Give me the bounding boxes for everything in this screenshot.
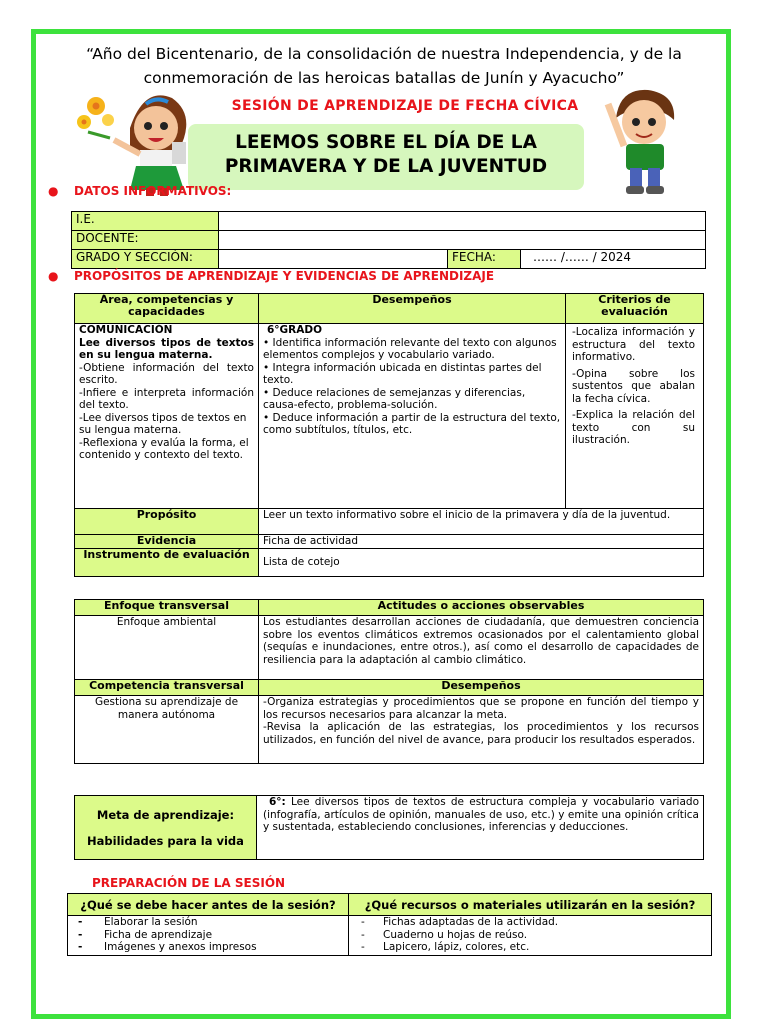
criterio: -Explica la relación del texto con su ilustración. — [572, 409, 695, 446]
col-desempenos-transversal: Desempeños — [259, 680, 704, 696]
meta-label: Meta de aprendizaje: — [96, 807, 235, 822]
recurso-item: - Lapicero, lápiz, colores, etc. — [361, 941, 530, 953]
main-title: LEEMOS SOBRE EL DÍA DE LA PRIMAVERA Y DE LA JUVENTUD — [188, 124, 584, 190]
antes-cell — [68, 916, 349, 956]
flower-bouquet-icon — [77, 97, 114, 138]
col-criterios: Criterios de evaluación — [566, 294, 704, 324]
bullet-icon: ● — [48, 269, 59, 283]
criterio: -Opina sobre los sustentos que abalan la fecha cívica. — [572, 367, 695, 405]
col-enfoque: Enfoque transversal — [75, 600, 259, 616]
ie-value[interactable] — [219, 212, 706, 231]
antes-item: - Imágenes y anexos impresos — [78, 941, 257, 953]
instrumento-value: Lista de cotejo — [259, 549, 704, 577]
preparacion-table — [67, 893, 712, 956]
antes-item: - Ficha de aprendizaje — [78, 928, 213, 941]
grado-label: GRADO Y SECCIÓN: — [72, 250, 219, 269]
enfoque-text: Los estudiantes desarrollan acciones de ciudadanía, que demuestren conciencia sobre los eventos climáticos extremos ocasionados por el calentamiento global (sequías e inundaciones, entre otros.), así como el desarrollo de capacidades de resiliencia para la adaptación al cambio climático. — [259, 616, 704, 680]
docente-label: DOCENTE: — [72, 231, 219, 250]
recursos-cell — [349, 916, 712, 956]
session-title: SESIÓN DE APRENDIZAJE DE FECHA CÍVICA — [231, 98, 579, 114]
col-recursos: ¿Qué recursos o materiales utilizarán en la sesión? — [349, 894, 712, 916]
col-area: Área, competencias y capacidades — [75, 294, 259, 324]
area-title: COMUNICACIÓN — [79, 324, 173, 336]
evidencia-label: Evidencia — [75, 535, 259, 549]
enfoque-name: Enfoque ambiental — [75, 616, 259, 680]
recurso-item: - Cuaderno u hojas de reúso. — [361, 928, 528, 941]
desempeno: • Deduce información a partir de la estructura del texto, como subtítulos, títulos, etc. — [263, 411, 561, 436]
propositos-table — [74, 293, 704, 577]
evidencia-value: Ficha de actividad — [259, 535, 704, 549]
propositos-heading: PROPÓSITOS DE APRENDIZAJE Y EVIDENCIAS DE APRENDIZAJE — [74, 269, 495, 283]
col-desempenos: Desempeños — [259, 294, 566, 324]
competencia-desempeno: -Organiza estrategias y procedimientos que se propone en función del tiempo y los recursos necesarios para alcanzar la meta. — [263, 696, 699, 721]
grado-value[interactable] — [219, 250, 448, 269]
competencia-text — [259, 696, 704, 764]
instrumento-label: Instrumento de evaluación — [75, 549, 259, 577]
antes-item: - Elaborar la sesión — [78, 916, 198, 928]
meta-labels — [75, 796, 257, 860]
area-cell — [75, 324, 259, 509]
recurso-item: - Fichas adaptadas de la actividad. — [361, 916, 559, 928]
fecha-label: FECHA: — [448, 250, 521, 269]
datos-table — [71, 211, 706, 269]
col-antes: ¿Qué se debe hacer antes de la sesión? — [68, 894, 349, 916]
competencia-name: Gestiona su aprendizaje de manera autónoma — [75, 696, 259, 764]
habilidades-label: Habilidades para la vida — [87, 833, 244, 848]
capacidad: -Infiere e interpreta información del texto. — [79, 386, 254, 411]
criterios-cell — [566, 324, 704, 509]
capacidad: -Lee diversos tipos de textos en su lengua materna. — [79, 411, 247, 436]
competencia-desempeno: -Revisa la aplicación de las estrategias, los procedimientos y los recursos utilizados, en función del nivel de avance, para producir los resultados esperados. — [263, 721, 699, 746]
motto: “Año del Bicentenario, de la consolidación de nuestra Independencia, y de la conmemoración de las heroicas batallas de Junín y Ayacucho” — [86, 45, 682, 87]
enfoque-table — [74, 599, 704, 764]
ie-label: I.E. — [72, 212, 219, 231]
meta-table — [74, 795, 704, 860]
proposito-label: Propósito — [75, 509, 259, 535]
capacidad: -Obtiene información del texto escrito. — [79, 361, 254, 386]
capacidad: -Reflexiona y evalúa la forma, el contenido y contexto del texto. — [79, 436, 249, 461]
competencia: Lee diversos tipos de textos en su lengua materna. — [79, 336, 254, 361]
col-competencia: Competencia transversal — [75, 680, 259, 696]
desempeno: • Integra información ubicada en distintas partes del texto. — [263, 361, 542, 386]
meta-grado: 6°: — [269, 796, 286, 808]
bullet-icon: ● — [48, 184, 59, 198]
col-actitudes: Actitudes o acciones observables — [259, 600, 704, 616]
desempeno: • Deduce relaciones de semejanzas y diferencias, causa-efecto, problema-solución. — [263, 386, 526, 411]
docente-value[interactable] — [219, 231, 706, 250]
meta-text-cell — [257, 796, 704, 860]
preparacion-heading: PREPARACIÓN DE LA SESIÓN — [92, 876, 286, 890]
desempeno: • Identifica información relevante del texto con algunos elementos complejos y vocabulario variado. — [263, 336, 557, 361]
desempenos-cell — [259, 324, 566, 509]
fecha-value[interactable]: …… /…… / 2024 — [521, 250, 706, 269]
meta-text: Lee diversos tipos de textos de estructura compleja y vocabulario variado (infografía, artículos de opinión, manuales de uso, etc.) y emite una opinión crítica y sustentada, estableciendo conclusiones, inferencias y deducciones. — [263, 796, 699, 833]
criterio: -Localiza información y estructura del texto informativo. — [572, 326, 695, 363]
grado-label: 6°GRADO — [267, 324, 323, 336]
proposito-value: Leer un texto informativo sobre el inicio de la primavera y día de la juventud. — [259, 509, 704, 535]
datos-heading: DATOS INFORMATIVOS: — [74, 184, 232, 198]
